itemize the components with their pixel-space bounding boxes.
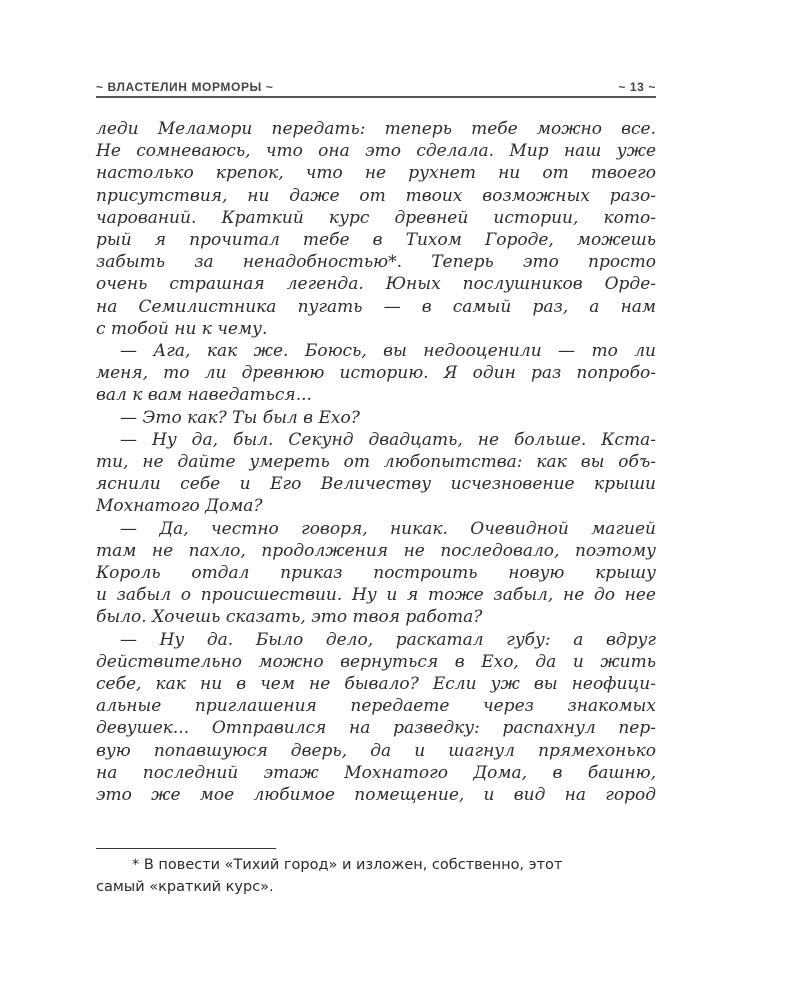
text-line: альные приглашения передаете через знакомых bbox=[96, 696, 656, 717]
text-line: на Семилистника пугать — в самый раз, а нам bbox=[96, 296, 656, 317]
text-line: — Ну да. Было дело, раскатал губу: а вдруг bbox=[120, 629, 656, 650]
text-line: ти, не дайте умереть от любопытства: как вы объ- bbox=[96, 452, 656, 473]
footnote-line: самый «краткий курс». bbox=[96, 879, 274, 895]
text-line: вую попавшуюся дверь, да и шагнул прямехонько bbox=[96, 740, 656, 761]
footnote bbox=[96, 854, 656, 898]
footnote-line: * В повести «Тихий город» и изложен, собственно, этот bbox=[132, 857, 563, 873]
text-line: рый я прочитал тебе в Тихом Городе, можешь bbox=[96, 230, 656, 251]
text-line: меня, то ли древнюю историю. Я один раз попробо- bbox=[96, 363, 656, 384]
text-line: на последний этаж Мохнатого Дома, в башню, bbox=[96, 762, 656, 783]
page-number: ~ 13 ~ bbox=[618, 80, 656, 94]
text-line: вал к вам наведаться... bbox=[96, 385, 312, 406]
text-line: леди Меламори передать: теперь тебе можно все. bbox=[96, 119, 656, 139]
running-title: ~ ВЛАСТЕЛИН МОРМОРЫ ~ bbox=[96, 80, 274, 94]
text-line: присутствия, ни даже от твоих возможных разо- bbox=[96, 185, 656, 206]
text-line: было. Хочешь сказать, это твоя работа? bbox=[96, 607, 483, 628]
text-line: это же мое любимое помещение, и вид на город bbox=[96, 785, 656, 806]
text-line: девушек... Отправился на разведку: распахнул пер- bbox=[96, 718, 656, 739]
text-line: там не пахло, продолжения не последовало, поэтому bbox=[96, 540, 656, 561]
text-line: очень страшная легенда. Юных послушников Орде- bbox=[96, 274, 656, 295]
body-text bbox=[96, 118, 656, 806]
text-line: с тобой ни к чему. bbox=[96, 318, 268, 339]
text-line: себе, как ни в чем не бывало? Если уж вы неофици- bbox=[96, 674, 656, 695]
text-line: — Да, честно говоря, никак. Очевидной магией bbox=[120, 518, 656, 539]
text-line: — Ага, как же. Боюсь, вы недооценили — то ли bbox=[120, 341, 656, 362]
text-line: — Это как? Ты был в Ехо? bbox=[120, 407, 360, 428]
text-line: яснили себе и Его Величеству исчезновение крыши bbox=[96, 474, 656, 495]
text-line: забыть за ненадобностью*. Теперь это просто bbox=[96, 252, 656, 273]
text-line: — Ну да, был. Секунд двадцать, не больше. Кста- bbox=[120, 429, 656, 450]
header-rule bbox=[96, 96, 656, 98]
text-line: Не сомневаюсь, что она это сделала. Мир наш уже bbox=[96, 141, 656, 162]
text-line: чарований. Краткий курс древней истории, кото- bbox=[96, 207, 656, 228]
text-line: настолько крепок, что не рухнет ни от твоего bbox=[96, 163, 656, 184]
running-header bbox=[96, 74, 656, 98]
text-line: Король отдал приказ построить новую крышу bbox=[96, 563, 656, 584]
text-line: действительно можно вернуться в Ехо, да и жить bbox=[96, 651, 656, 672]
text-line: и забыл о происшествии. Ну и я тоже забыл, не до нее bbox=[96, 585, 656, 606]
text-line: Мохнатого Дома? bbox=[96, 496, 263, 517]
footnote-rule bbox=[96, 848, 276, 849]
